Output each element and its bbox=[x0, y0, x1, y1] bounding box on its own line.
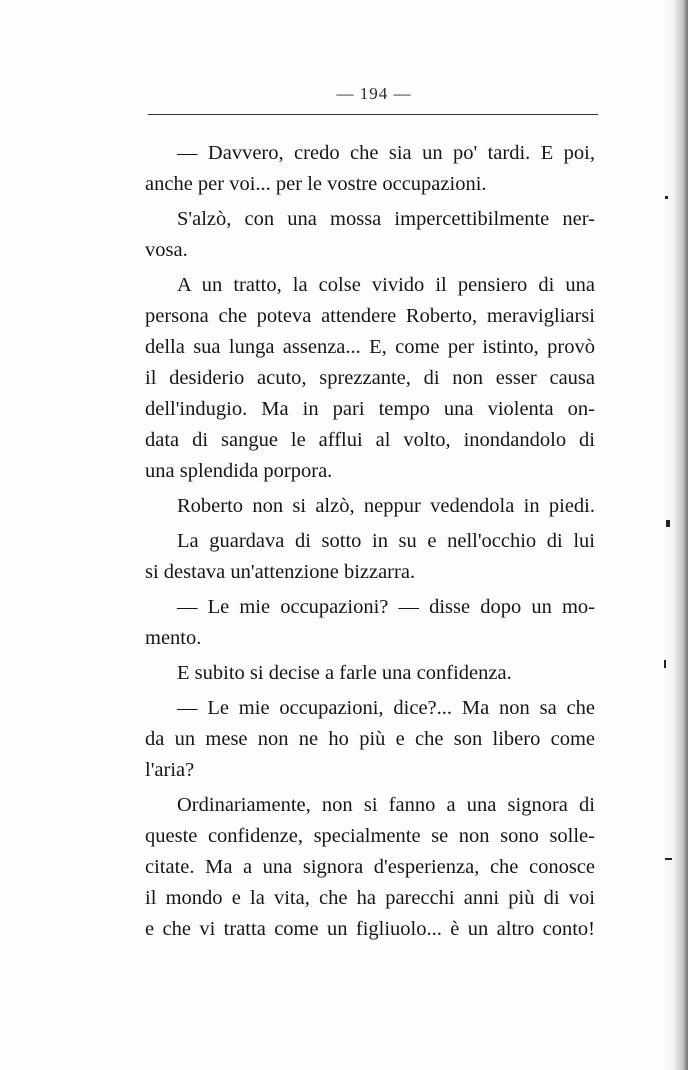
text-line: E subito si decise a farle una confidenza. bbox=[177, 662, 512, 684]
body-text bbox=[145, 138, 595, 945]
text-line: — Le mie occupazioni, dice?... Ma non sa che bbox=[177, 697, 595, 719]
text-line: citate. Ma a una signora d'esperienza, che conosce bbox=[145, 856, 595, 878]
page-number: — 194 — bbox=[336, 84, 412, 103]
text-line: il desiderio acuto, sprezzante, di non esser causa bbox=[145, 367, 595, 389]
text-line: il mondo e la vita, che ha parecchi anni più di voi bbox=[145, 887, 595, 909]
text-line: da un mese non ne ho più e che son libero come bbox=[145, 728, 595, 750]
text-line: una splendida porpora. bbox=[145, 460, 333, 482]
scan-speck bbox=[666, 520, 670, 527]
text-line: queste confidenze, specialmente se non sono solle- bbox=[145, 825, 595, 847]
scan-speck bbox=[665, 858, 672, 860]
scan-edge-shadow bbox=[662, 0, 688, 1070]
text-line: mento. bbox=[145, 627, 202, 649]
text-line: Ordinariamente, non si fanno a una signora di bbox=[177, 794, 595, 816]
text-line: Roberto non si alzò, neppur vedendola in piedi. bbox=[177, 495, 595, 517]
text-line: vosa. bbox=[145, 239, 188, 261]
text-line: dell'indugio. Ma in pari tempo una violenta on- bbox=[145, 398, 595, 420]
text-line: La guardava di sotto in su e nell'occhio di lui bbox=[177, 530, 595, 552]
text-line: persona che poteva attendere Roberto, meravigliarsi bbox=[145, 305, 595, 327]
text-line: della sua lunga assenza... E, come per istinto, provò bbox=[145, 336, 595, 358]
text-line: l'aria? bbox=[145, 759, 195, 781]
text-line: — Le mie occupazioni? — disse dopo un mo- bbox=[177, 596, 595, 618]
text-line: S'alzò, con una mossa impercettibilmente ner- bbox=[177, 208, 595, 230]
text-line: anche per voi... per le vostre occupazioni. bbox=[145, 173, 487, 195]
scan-speck bbox=[664, 660, 666, 668]
text-line: A un tratto, la colse vivido il pensiero di una bbox=[177, 274, 595, 296]
header-rule bbox=[148, 114, 598, 115]
text-line: — Davvero, credo che sia un po' tardi. E poi, bbox=[177, 142, 595, 164]
scan-speck bbox=[665, 196, 668, 199]
text-line: si destava un'attenzione bizzarra. bbox=[145, 561, 416, 583]
text-line: e che vi tratta come un figliuolo... è un altro conto! bbox=[145, 918, 595, 940]
text-line: data di sangue le afflui al volto, inondandolo di bbox=[145, 429, 595, 451]
